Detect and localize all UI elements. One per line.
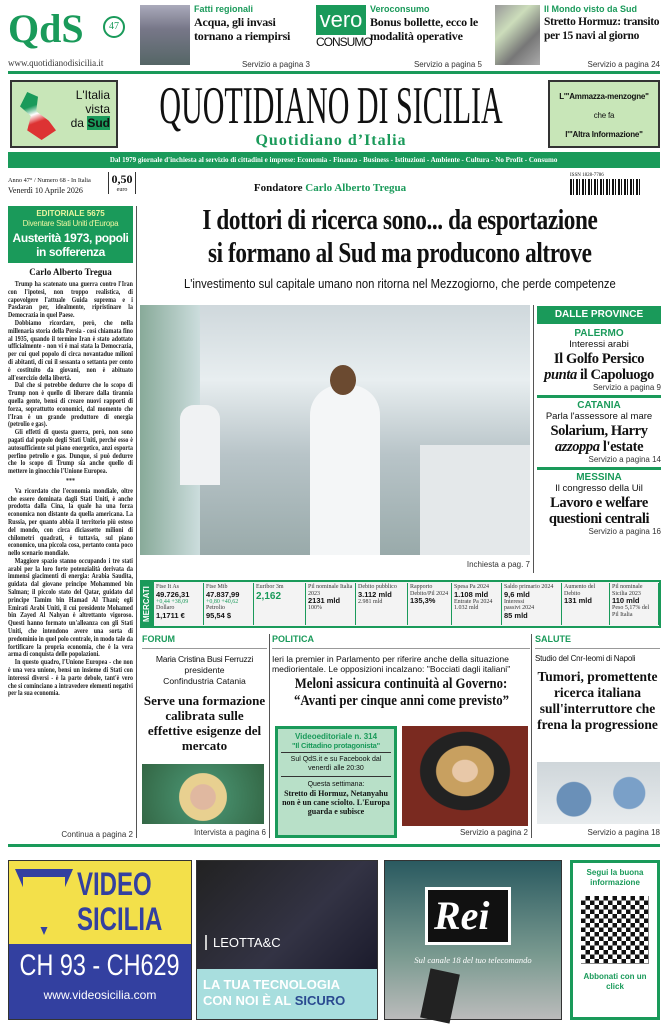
market-cell [610,583,659,625]
site-url[interactable]: www.quotidianodisicilia.it [8,58,104,68]
market-c: Peso 5,17% del Pil Italia [612,605,650,618]
qds-logo[interactable]: QdS 47 [8,6,133,56]
masthead-subtitle: Quotidiano d’Italia [255,132,407,149]
salute-photo [537,762,660,824]
italia-vista-da-sud-box[interactable]: L'Italia vista da Sud [10,80,118,148]
divider [533,305,534,573]
tagline-bar [8,152,660,168]
teaser-ref: Servizio a pagina 3 [241,60,310,69]
province-messina[interactable]: MESSINA Il congresso della Uil Lavoro e welfare questioni centrali Servizio a pagina 16 [537,467,661,539]
salute-section[interactable]: SALUTE Studio del Cnr-Ieomi di Napoli Tumori, promettente ricerca italiana sull'interruttore che frena la progressione [535,634,660,733]
market-cell [562,583,610,625]
lead-subtitle: L'investimento sul capitale umano non ritorna nel Mezzogiorno, che perde competenze [184,277,616,291]
market-a: Spesa Pa 2024 [454,584,489,590]
founder: Fondatore Carlo Alberto Tregua [253,182,407,194]
market-a: Pil nominale Italia 2023 [308,584,353,597]
meloni-photo [402,726,528,826]
market-cell [254,583,306,625]
market-d: 1.032 mld [454,605,479,612]
barcode-icon [570,179,640,195]
market-e: 1,1711 € [156,610,185,620]
market-b: 135,3% [410,596,436,606]
ad-leotta[interactable]: LEOTTA&C LA TUA TECNOLOGIA CON NOI È AL SICURO [196,860,378,1020]
market-b: 1.108 mld [454,589,489,599]
provinces-header: DALLE PROVINCE [537,306,661,324]
lead-subtitle-wrap [140,277,660,292]
teaser-ref: Servizio a pagina 24 [587,60,660,69]
market-b: 9,6 mld [504,589,530,599]
divider [531,634,532,838]
forum-section[interactable]: FORUM Maria Cristina Busi Ferruzzi presidente Confindustria Catania Serve una formazione calibrata sulle effettive esigenze del mercato [142,634,266,753]
market-c: 100% [308,605,322,612]
market-cell [204,583,254,625]
teaser-photo-city [495,5,540,65]
masthead-title: QUOTIDIANO DI SICILIA [159,75,503,135]
market-e: 95,54 $ [206,610,232,620]
market-b: 3.112 mld [358,589,392,599]
editorial-text: Trump ha scatenato una guerra contro l'Iran con l'ipotesi, non troppo realistica, di capovolgere l'attuale Guida suprema e i Pasdaran per, idealmente, ripristinare la Democrazia in quel Paese. Dobbiamo ricordare, però, che nella millenaria storia della Persia - così chiamata fino al 1935, quando il termine Iran è stato adottato ufficialmente - non vi è mai stata la Democrazia, per cui quel popolo di circa novantadue milioni di abitanti, di cui il sessanta o settanta per cento è costituito da giovani, non è abituato all'esercizio della libertà. Dal che si potrebbe dedurre che lo scopo di Trump non è quello di liberare dalla tirannia quella gente, bensì di creare nuovi rapporti di forza, soprattutto economici, dal momento che l'Iran è un grande produttore di energia (petrolio e gas). Gli effetti di questa guerra, però, non sono pagati dal popolo degli Stati Uniti, perché esso è autosufficiente sul piano energetico, anzi esporta perfino petrolio e gas. Dunque, si può dedurre che lo scopo di Trump sia anche quello di mettere in ginocchio l'Unione Europea. *** Va ricordato che l'economia mondiale, oltre che essere dominata dagli Stati Uniti, è anche prodotta dalla Cina, la quale ha una forza economica non distante da quella americana. La Russia, per quanto abbia il territorio più esteso del mondo, con circa diciassette milioni di chilometri quadrati, è tuttavia, sul piano economico, una piccola cosa, pertanto conta poco nello scenario mondiale. Maggiore spazio stanno occupando i tre stati arabi per la loro forte potenzialità derivata da immensi giacimenti di energia: Arabia Saudita, guidata dal giovane principe Mohammed bin Salman; il piccolo stato del Qatar, guidato dal principe Tamim bin Hamad Al Thani; egli Emirati Arabi Uniti, il cui presidente Mohamed bin Zayed Al Nahyan è altrettanto vigoroso. Questi hanno formato un'alleanza con gli Stati Uniti, che intendono avere una sorta di predominio in quel polo centrale, in modo tale da fortificare la propria economia, che è la vera arma di conquista delle popolazioni. In questo quadro, l'Unione Europea - che non è una vera unione, bensì un insieme di Stati con interessi diversi - è la parte debole, tant'è vero che si cominciano a intravedere elementi negativi per la sua economia. [8,280,133,698]
lead-headline[interactable]: I dottori di ricerca sono... da esportazione si formano al Sud ma producono altrove [202,204,598,269]
market-cell [154,583,204,625]
divider [8,71,660,74]
ad-rei[interactable]: Rei Sul canale 18 del tuo telecomando [384,860,562,1020]
divider [8,844,660,847]
divider [136,206,137,838]
altra-informazione-box[interactable]: L'"Ammazza-menzogne" che fa l'"Altra Informazione" [548,80,660,148]
lead-ref[interactable]: Inchiesta a pag. 7 [466,560,530,569]
salute-ref[interactable]: Servizio a pagina 18 [587,828,660,837]
market-a: Rapporto Debito/Pil 2024 [410,584,449,597]
market-a: Ftse It As [156,584,180,590]
market-d: Petrolio [206,605,225,612]
veroconsumo-logo: vero CONSUMO [316,7,372,49]
provinces-column [537,306,661,539]
forum-photo [142,764,264,824]
issue-info: Anno 47° / Numero 68 - In Italia Venerdì 10 Aprile 2026 [8,177,91,195]
tagline: Dal 1979 giornale d'inchiesta al servizio di cittadini e imprese: Economia - Finanza - Business - Istituzioni - Ambiente - Cultura - No Profit - Consumo [110,155,558,164]
market-c: +0,44 +38,09 [156,598,189,605]
politica-section[interactable]: POLITICA Ieri la premier in Parlamento per riferire anche della situazione mediorientale. Le opposizioni incalzano: "Bocciati dagli italiani" Meloni assicura continuità al Governo: “Avanti per cinque anni come previsto” [272,634,530,710]
market-cell [408,583,452,625]
divider [269,634,270,838]
market-b: 47.837,99 [206,589,240,599]
teaser-veroconsumo[interactable]: Veroconsumo Bonus bollette, ecco le modalità operative [370,4,479,43]
market-c: 2.981 mld [358,598,383,605]
market-b: 131 mld [564,596,592,606]
province-catania[interactable]: CATANIA Parla l'assessore al mare Solarium, Harry azzoppa l'estate Servizio a pagina 14 [537,395,661,467]
videosicilia-logo-icon [15,869,73,935]
price: 0,50 euro [108,172,136,194]
markets-label: MERCATI [142,582,154,626]
market-cell [356,583,408,625]
market-b: 49.726,31 [156,589,190,599]
market-a: Pil nominale Sicilia 2023 [612,584,643,597]
ad-videosicilia[interactable]: VIDEO SICILIA CH 93 - CH629 www.videosicilia.com [8,860,192,1020]
province-palermo[interactable]: PALERMO Interessi arabi Il Golfo Persico punta il Capoluogo Servizio a pagina 9 [544,328,661,392]
market-a: Debito pubblico [358,584,397,590]
videoeditoriale-box[interactable]: Videoeditoriale n. 314 "Il Cittadino protagonista" Sul QdS.it e su Facebook dal venerdì alle 20:30 Questa settimana: Stretto di Hormuz, Netanyahu non è un cane sciolto. L'Europa guarda e subisce [275,726,397,838]
editorial-box[interactable]: EDITORIALE 5675 Diventare Stati Uniti d'Europa Austerità 1973, popoli in sofferenza [8,206,133,263]
market-c: +0,80 +40,62 [206,598,239,605]
market-e: 85 mld [504,610,528,620]
market-a: Euribor 3m [256,584,284,590]
teaser-photo-dam [140,5,190,65]
market-b: 2131 mld [308,596,341,606]
editorial-column [8,206,133,840]
market-b: 110 mld [612,596,640,606]
teaser-regionali[interactable]: Fatti regionali Acqua, gli invasi tornano a riempirsi [194,4,291,43]
qr-code-icon [581,896,649,964]
teaser-ref: Servizio a pagina 5 [413,60,482,69]
market-c: Interessi [504,598,525,605]
market-cell [306,583,356,625]
forum-ref[interactable]: Intervista a pagina 6 [193,828,266,837]
remote-control-icon [420,968,460,1023]
ad-subscribe-qr[interactable]: Segui la buona informazione Abbonati con un click [570,860,660,1020]
market-cell [452,583,502,625]
market-b: 2,162 [256,590,282,602]
politica-ref[interactable]: Servizio a pagina 2 [459,828,528,837]
teaser-mondo[interactable]: Il Mondo visto da Sud Stretto Hormuz: transito per 15 navi al giorno [544,4,660,42]
barcode: ISSN 1828-7786 [570,172,640,198]
markets-strip [140,580,661,628]
editorial-continue-link[interactable]: Continua a pagina 2 [61,830,133,839]
market-cell [502,583,562,625]
market-d: passivi 2024 [504,605,535,612]
market-a: Aumento del Debito [564,584,596,597]
market-c: Entrate Pa 2024 [454,598,493,605]
market-a: Saldo primario 2024 [504,584,554,590]
market-a: Ftse Mib [206,584,228,590]
lead-photo-lab [140,305,530,555]
rei-logo: Rei [425,887,511,945]
market-d: Dollaro [156,605,175,612]
editorial-author: Carlo Alberto Tregua [29,267,112,277]
masthead-title-wrap [122,75,540,135]
